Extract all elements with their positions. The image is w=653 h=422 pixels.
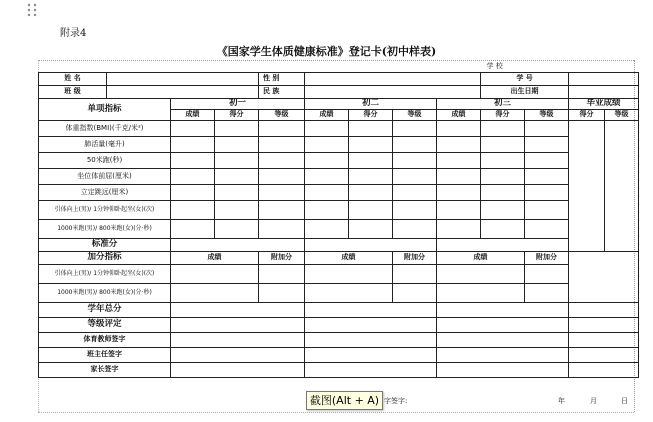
footer-year-label: 年 — [558, 397, 565, 405]
level-eval-cell[interactable] — [569, 317, 639, 332]
bonus-cell[interactable] — [305, 283, 393, 302]
signature-cell[interactable] — [305, 332, 437, 347]
score-cell[interactable] — [215, 120, 259, 136]
g3-points-header: 得分 — [481, 109, 525, 120]
score-cell[interactable] — [393, 200, 437, 219]
level-eval-cell[interactable] — [305, 317, 437, 332]
score-cell[interactable] — [481, 200, 525, 219]
drag-handle-icon[interactable] — [26, 3, 38, 17]
signature-cell[interactable] — [305, 347, 437, 362]
score-cell[interactable] — [525, 168, 569, 184]
signature-cell[interactable] — [305, 362, 437, 377]
score-cell[interactable] — [525, 219, 569, 238]
score-cell[interactable] — [525, 184, 569, 200]
bonus-cell[interactable] — [393, 283, 437, 302]
score-cell[interactable] — [171, 120, 215, 136]
bonus-cell[interactable] — [525, 283, 569, 302]
score-cell[interactable] — [305, 168, 349, 184]
bonus-item-1000m-800m-run: 1000米跑(男)/ 800米跑(女)(分·秒) — [39, 283, 171, 302]
school-field[interactable] — [569, 62, 639, 72]
bonus-item-pullups-situps: 引体向上(男)/ 1分钟仰卧起坐(女)(次) — [39, 264, 171, 283]
score-cell[interactable] — [259, 120, 305, 136]
score-cell[interactable] — [437, 152, 481, 168]
score-cell[interactable] — [215, 136, 259, 152]
level-eval-cell[interactable] — [171, 317, 305, 332]
page-title: 《国家学生体质健康标准》登记卡(初中样表) — [216, 45, 437, 58]
g1-score-header: 成绩 — [171, 109, 215, 120]
grad-bonus-cell[interactable] — [569, 251, 639, 302]
graduation-header: 毕业成绩 — [569, 98, 639, 109]
g3-level-header: 等级 — [525, 109, 569, 120]
g1-points-header: 得分 — [215, 109, 259, 120]
ethnicity-label: 民 族 — [259, 85, 305, 98]
grad-points-header: 得分 — [569, 109, 605, 120]
score-cell[interactable] — [171, 219, 215, 238]
score-cell[interactable] — [349, 120, 393, 136]
standard-score-cell[interactable] — [305, 238, 437, 251]
head-teacher-sign-label: 班主任签字 — [39, 347, 171, 362]
score-cell[interactable] — [305, 200, 349, 219]
year-total-label: 学年总分 — [39, 302, 171, 317]
score-cell[interactable] — [437, 136, 481, 152]
grad-level-header: 等级 — [605, 109, 639, 120]
signature-cell[interactable] — [437, 332, 569, 347]
score-cell[interactable] — [259, 152, 305, 168]
score-cell[interactable] — [349, 184, 393, 200]
score-cell[interactable] — [349, 152, 393, 168]
score-cell[interactable] — [481, 120, 525, 136]
score-cell[interactable] — [171, 200, 215, 219]
footer-day-label: 日 — [621, 397, 628, 405]
score-cell[interactable] — [259, 219, 305, 238]
margin-guide-bottom — [38, 412, 634, 413]
score-cell[interactable] — [171, 168, 215, 184]
student-id-field[interactable] — [569, 72, 639, 85]
signature-cell[interactable] — [569, 332, 639, 347]
g2-score-header: 成绩 — [305, 109, 349, 120]
signature-cell[interactable] — [171, 332, 305, 347]
grad-level-cell[interactable] — [605, 120, 639, 251]
score-cell[interactable] — [259, 200, 305, 219]
score-cell[interactable] — [349, 200, 393, 219]
student-id-label: 学 号 — [481, 72, 569, 85]
class-field[interactable] — [107, 85, 259, 98]
score-cell[interactable] — [171, 152, 215, 168]
bonus-cell[interactable] — [437, 264, 525, 283]
score-cell[interactable] — [259, 168, 305, 184]
item-1000m-800m-run: 1000米跑(男)/ 800米跑(女)(分·秒) — [39, 219, 171, 238]
bonus-cell[interactable] — [525, 264, 569, 283]
class-label: 班 级 — [39, 85, 107, 98]
gender-label: 性 别 — [259, 72, 305, 85]
score-cell[interactable] — [349, 219, 393, 238]
year-total-cell[interactable] — [171, 302, 305, 317]
year-total-cell[interactable] — [437, 302, 569, 317]
birthdate-field[interactable] — [569, 85, 639, 98]
appendix-label: 附录4 — [60, 28, 87, 39]
g1-bonus-header: 附加分 — [259, 251, 305, 264]
score-cell[interactable] — [481, 152, 525, 168]
grade1-header: 初一 — [171, 98, 305, 109]
score-cell[interactable] — [393, 136, 437, 152]
bonus-cell[interactable] — [171, 283, 259, 302]
signature-cell[interactable] — [437, 347, 569, 362]
g3-bonus-header: 附加分 — [525, 251, 569, 264]
signature-cell[interactable] — [569, 362, 639, 377]
g2-bonus-score-header: 成绩 — [305, 251, 393, 264]
score-cell[interactable] — [437, 219, 481, 238]
score-cell[interactable] — [259, 184, 305, 200]
score-cell[interactable] — [305, 219, 349, 238]
g3-score-header: 成绩 — [437, 109, 481, 120]
score-cell[interactable] — [259, 136, 305, 152]
item-50m-run: 50米跑(秒) — [39, 152, 171, 168]
score-cell[interactable] — [215, 219, 259, 238]
score-cell[interactable] — [305, 136, 349, 152]
score-cell[interactable] — [437, 120, 481, 136]
score-cell[interactable] — [393, 219, 437, 238]
pe-teacher-sign-label: 体育教师签字 — [39, 332, 171, 347]
g1-level-header: 等级 — [259, 109, 305, 120]
item-bmi: 体重指数(BMI)(千克/米²) — [39, 120, 171, 136]
margin-guide-top — [38, 60, 634, 61]
score-cell[interactable] — [305, 152, 349, 168]
footer-sign-label: 字签字: — [384, 397, 408, 405]
score-cell[interactable] — [215, 184, 259, 200]
score-cell[interactable] — [525, 152, 569, 168]
birthdate-label: 出生日期 — [481, 85, 569, 98]
bonus-indicator-label: 加分指标 — [39, 251, 171, 264]
score-cell[interactable] — [393, 120, 437, 136]
score-cell[interactable] — [525, 136, 569, 152]
grad-points-cell[interactable] — [569, 120, 605, 251]
score-cell[interactable] — [305, 120, 349, 136]
standard-score-label: 标准分 — [39, 238, 171, 251]
score-cell[interactable] — [437, 200, 481, 219]
standard-score-cell[interactable] — [437, 238, 569, 251]
score-cell[interactable] — [481, 168, 525, 184]
score-cell[interactable] — [437, 168, 481, 184]
bonus-cell[interactable] — [171, 264, 259, 283]
item-sit-and-reach: 坐位体前屈(厘米) — [39, 168, 171, 184]
score-cell[interactable] — [481, 136, 525, 152]
signature-cell[interactable] — [569, 347, 639, 362]
score-cell[interactable] — [525, 200, 569, 219]
signature-cell[interactable] — [171, 362, 305, 377]
score-cell[interactable] — [349, 136, 393, 152]
score-cell[interactable] — [393, 184, 437, 200]
g3-bonus-score-header: 成绩 — [437, 251, 525, 264]
g2-level-header: 等级 — [393, 109, 437, 120]
score-cell[interactable] — [171, 184, 215, 200]
item-pullups-situps: 引体向上(男)/ 1分钟仰卧起坐(女)(次) — [39, 200, 171, 219]
g1-bonus-score-header: 成绩 — [171, 251, 259, 264]
score-cell[interactable] — [393, 152, 437, 168]
bonus-cell[interactable] — [305, 264, 393, 283]
score-cell[interactable] — [171, 136, 215, 152]
ethnicity-field[interactable] — [305, 85, 481, 98]
year-total-cell[interactable] — [305, 302, 437, 317]
score-cell[interactable] — [215, 152, 259, 168]
score-cell[interactable] — [393, 168, 437, 184]
bonus-cell[interactable] — [393, 264, 437, 283]
bonus-cell[interactable] — [259, 264, 305, 283]
grade2-header: 初二 — [305, 98, 437, 109]
parent-sign-label: 家长签字 — [39, 362, 171, 377]
score-cell[interactable] — [215, 200, 259, 219]
footer-month-label: 月 — [590, 397, 597, 405]
grade3-header: 初三 — [437, 98, 569, 109]
signature-cell[interactable] — [171, 347, 305, 362]
name-label: 姓 名 — [39, 72, 107, 85]
item-standing-jump: 立定跳远(厘米) — [39, 184, 171, 200]
score-cell[interactable] — [481, 219, 525, 238]
name-field[interactable] — [107, 72, 259, 85]
signature-cell[interactable] — [437, 362, 569, 377]
score-cell[interactable] — [525, 120, 569, 136]
score-cell[interactable] — [349, 168, 393, 184]
level-eval-label: 等级评定 — [39, 317, 171, 332]
level-eval-cell[interactable] — [437, 317, 569, 332]
score-cell[interactable] — [215, 168, 259, 184]
score-cell[interactable] — [481, 184, 525, 200]
standard-score-cell[interactable] — [171, 238, 305, 251]
gender-field[interactable] — [305, 72, 481, 85]
year-total-cell[interactable] — [569, 302, 639, 317]
school-label: 学 校 — [486, 62, 503, 71]
score-cell[interactable] — [305, 184, 349, 200]
g2-points-header: 得分 — [349, 109, 393, 120]
screenshot-tooltip: 截图(Alt + A) — [306, 391, 383, 410]
single-item-header: 单项指标 — [39, 98, 171, 120]
registration-table — [38, 62, 639, 378]
item-vital-capacity: 肺活量(毫升) — [39, 136, 171, 152]
bonus-cell[interactable] — [259, 283, 305, 302]
g2-bonus-header: 附加分 — [393, 251, 437, 264]
bonus-cell[interactable] — [437, 283, 525, 302]
score-cell[interactable] — [437, 184, 481, 200]
